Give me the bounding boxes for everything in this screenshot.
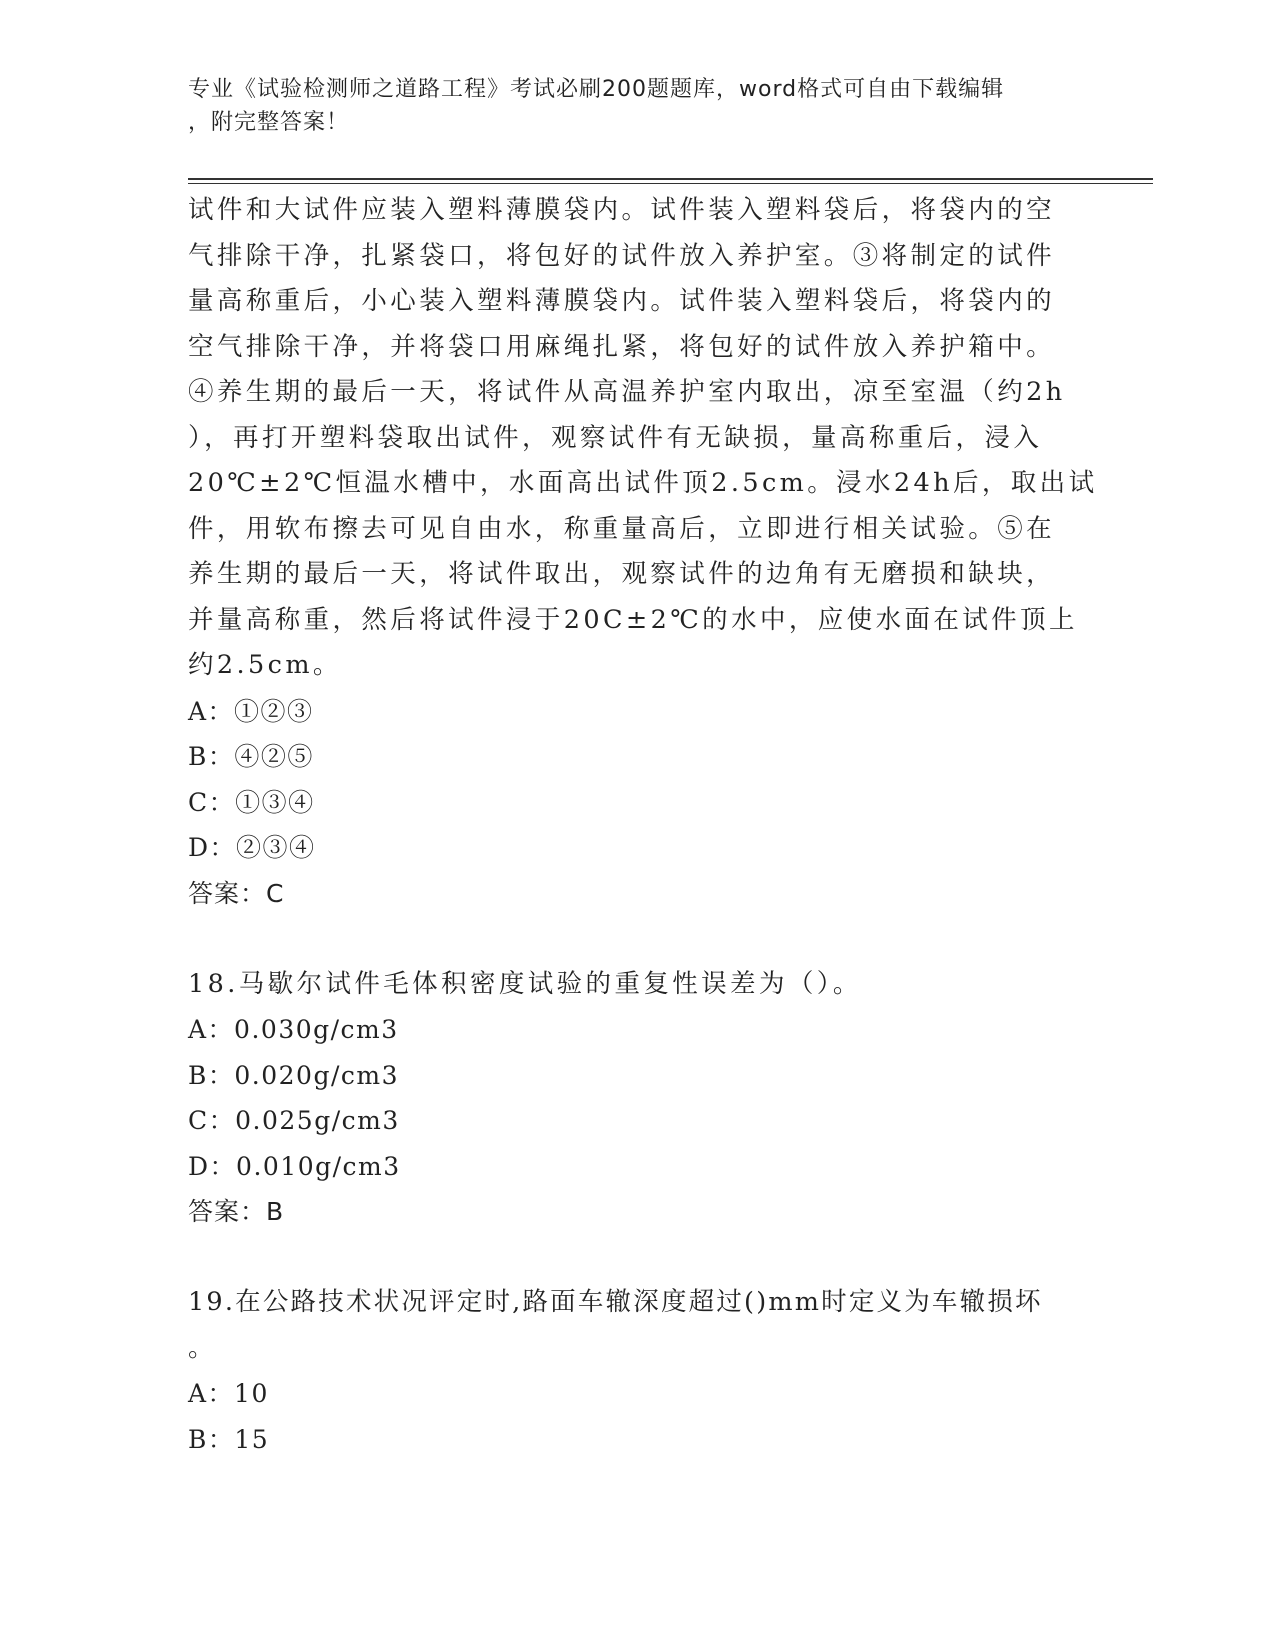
question-17-continuation [188,188,1098,916]
document-header [188,73,1068,139]
question-text-line: 量高称重后，小心装入塑料薄膜袋内。试件装入塑料袋后，将袋内的 [188,286,1056,316]
option-b: B：15 [188,1424,270,1454]
question-text-line: 空气排除干净，并将袋口用麻绳扎紧，将包好的试件放入养护箱中。 [188,331,1056,362]
question-text-line: ④养生期的最后一天，将试件从高温养护室内取出，凉至室温（约2h [188,377,1066,407]
option-c: C：①③④ [188,787,315,817]
question-text-line: 件，用软布擦去可见自由水，称重量高后，立即进行相关试验。⑤在 [188,513,1056,544]
option-b: B：0.020g/cm3 [188,1060,399,1090]
option-d: D：②③④ [188,833,316,862]
question-text-line: 20℃±2℃恒温水槽中，水面高出试件顶2.5cm。浸水24h后，取出试 [188,468,1098,498]
question-text-line: 试件和大试件应装入塑料薄膜袋内。试件装入塑料袋后，将袋内的空 [188,195,1056,225]
option-a: A：①②③ [188,696,314,726]
question-text-line: ），再打开塑料袋取出试件，观察试件有无缺损，量高称重后，浸入 [188,422,1043,453]
option-c: C：0.025g/cm3 [188,1106,400,1135]
answer-text: 答案：C [188,878,285,908]
header-divider-thin [188,183,1153,184]
option-a: A：10 [188,1379,269,1408]
question-text-line: 养生期的最后一天，将试件取出，观察试件的边角有无磨损和缺块， [188,559,1056,589]
spacer [188,916,1078,962]
question-text-line: 约2.5cm。 [188,650,342,680]
option-d: D：0.010g/cm3 [188,1151,401,1181]
spacer [188,1235,1078,1281]
header-title-line-2: ，附完整答案！ [188,110,350,135]
header-divider-thick [188,178,1153,180]
option-b: B：④②⑤ [188,742,314,771]
question-title: 19.在公路技术状况评定时,路面车辙深度超过()mm时定义为车辙损坏 [188,1287,1043,1317]
document-body [188,188,1098,1462]
question-19 [188,1280,1078,1462]
question-text-line: 并量高称重，然后将试件浸于20C±2℃的水中，应使水面在试件顶上 [188,604,1078,635]
question-title: 18.马歇尔试件毛体积密度试验的重复性误差为（）。 [188,968,862,999]
question-18 [188,962,1078,1235]
question-text-line: 气排除干净，扎紧袋口，将包好的试件放入养护室。③将制定的试件 [188,240,1056,271]
question-title-continuation: 。 [188,1332,217,1363]
option-a: A：0.030g/cm3 [188,1015,399,1044]
header-title-line-1: 专业《试验检测师之道路工程》考试必刷200题题库，word格式可自由下载编辑 [188,77,1005,102]
answer-text: 答案：B [188,1197,285,1226]
